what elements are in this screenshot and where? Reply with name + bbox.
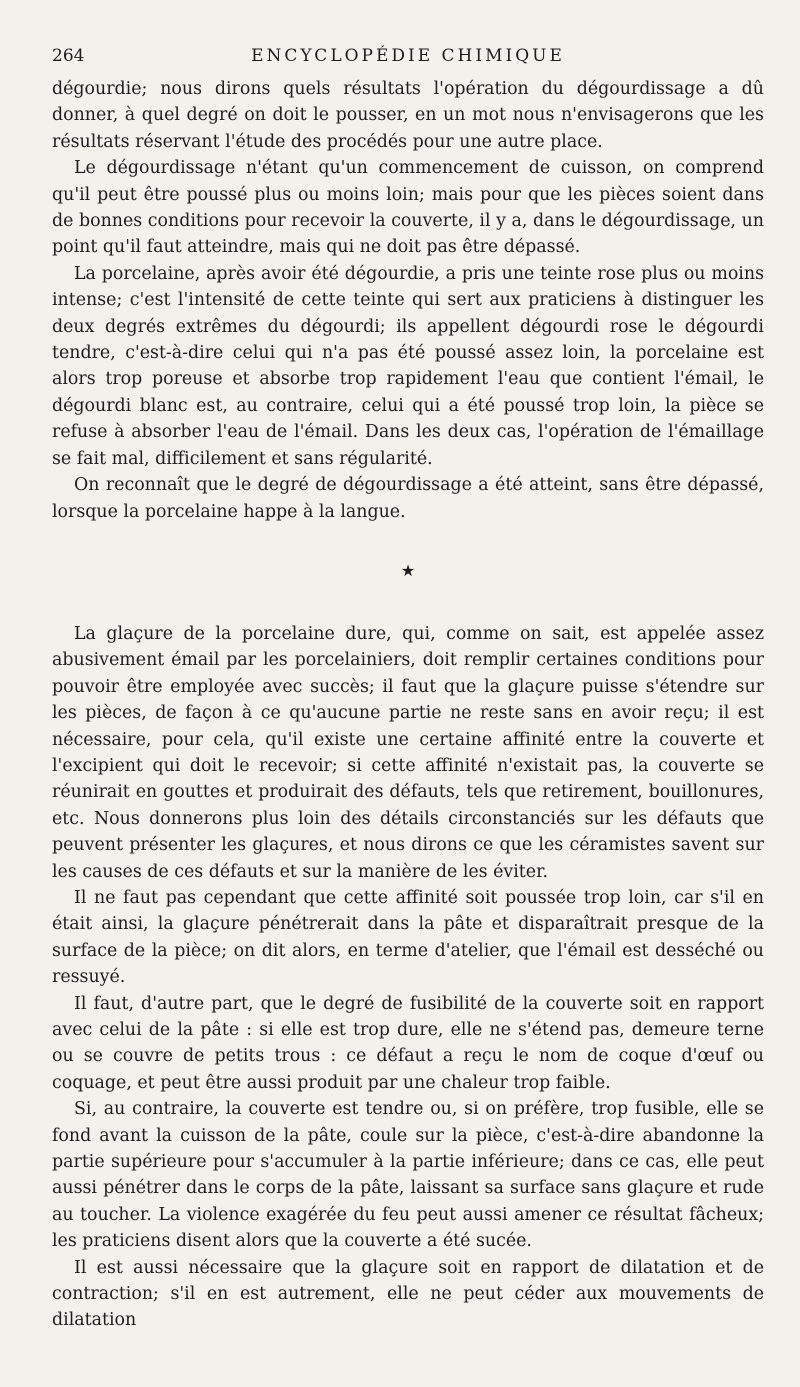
paragraph: Si, au contraire, la couverte est tendre ou, si on préfère, trop fusible, elle se fond avant la cuisson de la pâte, coule sur la pièce, c'est-à-dire abandonne la partie supérieure pour s'accumuler à la partie inférieure; dans ce cas, elle peut aussi pénétrer dans le corps de la pâte, laissant sa surface sans glaçure et rude au toucher. La violence exagérée du feu peut aussi amener ce résultat fâcheux; les praticiens disent alors que la couverte a été sucée.: [52, 1099, 764, 1252]
paragraph: La glaçure de la porcelaine dure, qui, comme on sait, est appelée assez abusivement émail par les porcelainiers, doit remplir certaines conditions pour pouvoir être employée avec succès; il faut que la glaçure puisse s'étendre sur les pièces, de façon à ce qu'aucune partie ne reste sans en avoir reçu; il est nécessaire, pour cela, qu'il existe une certaine affinité entre la couverte et l'excipient qui doit le recevoir; si cette affinité n'existait pas, la couverte se réunirait en gouttes et produirait des défauts, tels que retirement, bouillonures, etc. Nous donnerons plus loin des détails circonstanciés sur les défauts que peuvent présenter les glaçures, et nous dirons ce que les céramistes savent sur les causes de ces défauts et sur la manière de les éviter.: [52, 623, 764, 882]
paragraph: Il faut, d'autre part, que le degré de fusibilité de la couverte soit en rapport avec celui de la pâte : si elle est trop dure, elle ne s'étend pas, demeure terne ou se couvre de petits trous : ce défaut a reçu le nom de coque d'œuf ou coquage, et peut être aussi produit par une chaleur trop faible.: [52, 993, 764, 1093]
paragraph: Il ne faut pas cependant que cette affinité soit poussée trop loin, car s'il en était ainsi, la glaçure pénétrerait dans la pâte et disparaîtrait presque de la surface de la pièce; on dit alors, en terme d'atelier, que l'émail est desséché ou ressuyé.: [52, 887, 764, 988]
paragraph: Le dégourdissage n'étant qu'un commencement de cuisson, on comprend qu'il peut être poussé plus ou moins loin; mais pour que les pièces soient dans de bonnes conditions pour recevoir la couverte, il y a, dans le dégourdissage, un point qu'il faut atteindre, mais qui ne doit pas être dépassé.: [52, 158, 764, 258]
section-separator-star-icon: ★: [400, 560, 416, 580]
paragraph: On reconnaît que le degré de dégourdissage a été atteint, sans être dépassé, lorsque la porcelaine happe à la langue.: [52, 475, 764, 522]
running-header: [52, 46, 764, 76]
page-number: 264: [52, 46, 85, 66]
running-title: ENCYCLOPÉDIE CHIMIQUE: [251, 46, 565, 66]
paragraph: dégourdie; nous dirons quels résultats l'opération du dégourdissage a dû donner, à quel degré on doit le pousser, en un mot nous n'envisagerons que les résultats réservant l'étude des procédés pour une autre place.: [52, 79, 764, 152]
paragraph: Il est aussi nécessaire que la glaçure soit en rapport de dilatation et de contraction; s'il en est autrement, elle ne peut céder aux mouvements de dilatation: [52, 1257, 764, 1331]
section-glacure: [52, 621, 764, 1334]
paragraph: La porcelaine, après avoir été dégourdie, a pris une teinte rose plus ou moins intense; c'est l'intensité de cette teinte qui sert aux praticiens à distinguer les deux degrés extrêmes du dégourdi; ils appellent dégourdi rose le dégourdi tendre, c'est-à-dire celui qui n'a pas été poussé assez loin, la porcelaine est alors trop poreuse et absorbe trop rapidement l'eau que contient l'émail, le dégourdi blanc est, au contraire, celui qui a été poussé trop loin, la pièce se refuse à absorber l'eau de l'émail. Dans les deux cas, l'opération de l'émaillage se fait mal, difficilement et sans régularité.: [52, 263, 764, 469]
section-degourdissage: [52, 76, 764, 525]
